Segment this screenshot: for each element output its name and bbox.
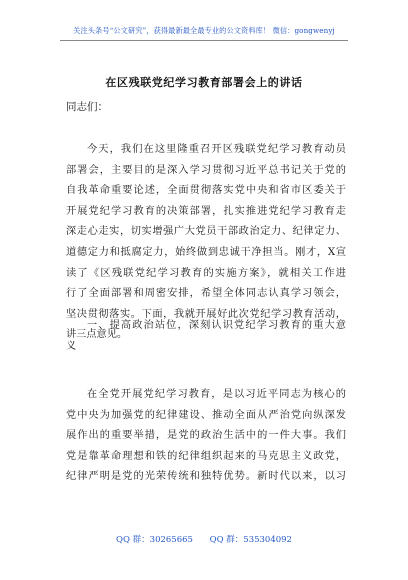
header-divider — [60, 40, 348, 41]
paragraph-line: 展作出的重要举措，是党的政治生活中的一件大事。我们 — [66, 430, 346, 442]
paragraph-line: 深走心走实，切实增强广大党员干部政治定力、纪律定力、 — [66, 226, 346, 238]
paragraph-line: 道德定力和抵腐定力，始终做到忠诚干净担当。刚才，X宣 — [66, 246, 346, 258]
paragraph-line: 在全党开展党纪学习教育，是以习近平同志为核心的 — [87, 389, 346, 400]
paragraph-line: 读了《区残联党纪学习教育的实施方案》，就相关工作进 — [66, 267, 346, 279]
salutation: 同志们： — [66, 101, 108, 113]
paragraph-line: 坚决贯彻落实。下面，我就开展好此次党纪学习教育活动， — [66, 308, 346, 320]
paragraph-body — [66, 385, 346, 488]
footer-qq-group-2: QQ 群：535304092 — [209, 535, 292, 545]
heading-line: 义 — [66, 340, 77, 352]
footer-contact — [0, 533, 408, 545]
paragraph-line: 部署会，主要目的是深入学习贯彻习近平总书记关于党的 — [66, 164, 346, 176]
paragraph-line: 自我革命重要论述，全面贯彻落实党中央和省市区委关于 — [66, 185, 346, 197]
paragraph-line: 行了全面部署和周密安排，希望全体同志认真学习领会， — [66, 288, 346, 300]
paragraph-line: 党是靠革命理想和铁的纪律组织起来的马克思主义政党， — [66, 450, 346, 462]
paragraph-line: 讲三点意见。 — [66, 329, 128, 341]
section-heading — [66, 316, 346, 357]
paragraph-line: 今天，我们在这里隆重召开区残联党纪学习教育动员 — [87, 144, 346, 155]
footer-qq-group-1: QQ 群：30265665 — [116, 535, 193, 545]
paragraph-line: 纪律严明是党的光荣传统和独特优势。新时代以来，以习 — [66, 471, 346, 483]
paragraph-line: 党中央为加强党的纪律建设、推动全面从严治党向纵深发 — [66, 409, 346, 421]
heading-line: 一、提高政治站位，深刻认识党纪学习教育的重大意 — [87, 320, 346, 331]
header-notice: 关注头条号“公文研究”，获得最新最全最专业的公文资料库！ 微信：gongwenyj — [73, 26, 335, 35]
paragraph-line: 开展党纪学习教育的决策部署，扎实推进党纪学习教育走 — [66, 205, 346, 217]
document-title: 在区残联党纪学习教育部署会上的讲话 — [105, 76, 303, 89]
